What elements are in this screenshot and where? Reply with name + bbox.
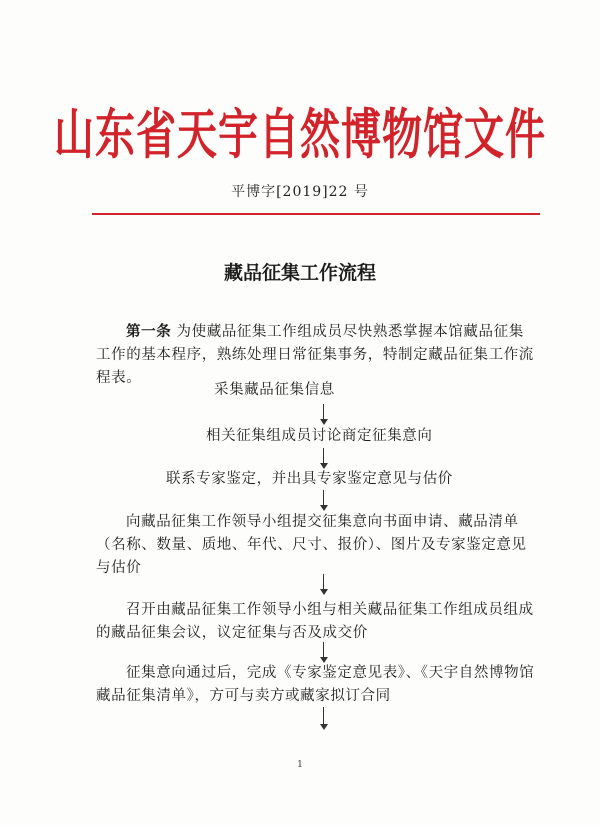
article-lead: 第一条 [126, 323, 172, 340]
document-title: 藏品征集工作流程 [223, 262, 376, 284]
flow-arrow-1 [319, 404, 329, 426]
flow-step-2: 相关征集组成员讨论商定征集意向 [206, 428, 433, 444]
page-number: 1 [297, 760, 303, 770]
flow-step-3: 联系专家鉴定，并出具专家鉴定意见与估价 [166, 471, 453, 487]
flow-arrow-2 [319, 448, 329, 470]
flow-arrow-4 [319, 574, 329, 596]
document-header-title: 山东省天宇自然博物馆文件 [54, 102, 546, 167]
flow-arrow-3 [319, 490, 329, 512]
header-divider [92, 213, 540, 215]
article-text: 为使藏品征集工作组成员尽快熟悉掌握本馆藏品征集工作的基本程序，熟练处理日常征集事务，特制定藏品征集工作流程表。 [96, 324, 534, 386]
flow-step-6 [96, 662, 536, 708]
flow-step-6-text: 征集意向通过后，完成《专家鉴定意见表》、《天宇自然博物馆藏品征集清单》，方可与卖方或藏家拟订合同 [96, 665, 535, 704]
flow-step-5 [96, 599, 536, 645]
flow-step-4 [96, 511, 536, 580]
document-number: 平博字[2019]22 号 [231, 184, 369, 200]
flow-arrow-6 [319, 707, 329, 731]
flow-step-4-text: 向藏品征集工作领导小组提交征集意向书面申请、藏品清单（名称、数量、质地、年代、尺寸、报价）、图片及专家鉴定意见与估价 [96, 514, 527, 576]
flow-step-1: 采集藏品征集信息 [214, 382, 335, 398]
flow-step-5-text: 召开由藏品征集工作领导小组与相关藏品征集工作组成员组成的藏品征集会议，议定征集与否及成交价 [96, 602, 534, 641]
flow-arrow-5 [319, 642, 329, 664]
